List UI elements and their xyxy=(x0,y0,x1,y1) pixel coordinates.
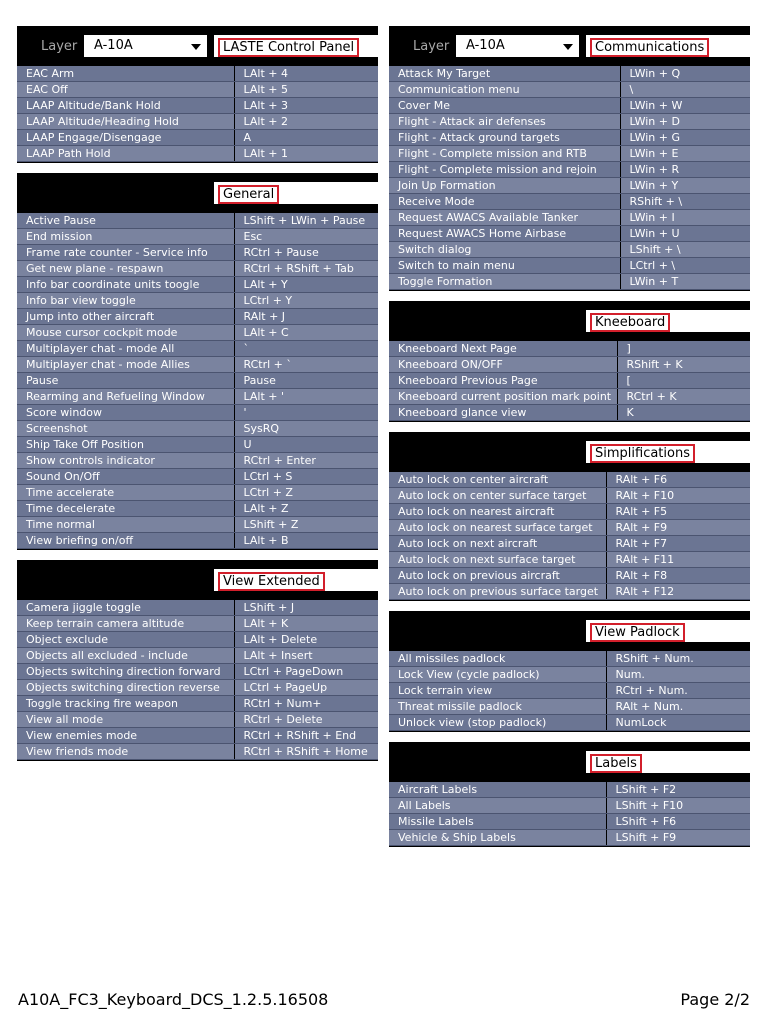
table-row xyxy=(17,501,378,517)
key-cell: RAlt + F5 xyxy=(606,504,750,520)
key-cell: LAlt + ' xyxy=(234,389,378,405)
table-row xyxy=(17,712,378,728)
table-row xyxy=(17,664,378,680)
action-cell: Multiplayer chat - mode All xyxy=(17,341,234,357)
table-row xyxy=(389,274,750,290)
action-cell: Kneeboard Previous Page xyxy=(389,373,617,389)
action-cell: View all mode xyxy=(17,712,234,728)
action-cell: Missile Labels xyxy=(389,814,606,830)
table-row xyxy=(17,469,378,485)
table-row xyxy=(389,130,750,146)
key-cell: RShift + \ xyxy=(620,194,750,210)
key-cell: RCtrl + Delete xyxy=(234,712,378,728)
action-cell: Auto lock on nearest surface target xyxy=(389,520,606,536)
action-cell: Sound On/Off xyxy=(17,469,234,485)
panel-kneeboard xyxy=(389,301,750,422)
table-row xyxy=(389,114,750,130)
key-cell: LAlt + 2 xyxy=(234,114,378,130)
key-cell: LShift + \ xyxy=(620,242,750,258)
action-cell: Lock View (cycle padlock) xyxy=(389,667,606,683)
action-cell: View enemies mode xyxy=(17,728,234,744)
action-cell: Aircraft Labels xyxy=(389,782,606,798)
key-cell: LCtrl + \ xyxy=(620,258,750,274)
panel-title-box xyxy=(586,310,750,332)
key-cell: LWin + E xyxy=(620,146,750,162)
table-row xyxy=(17,453,378,469)
action-cell: Cover Me xyxy=(389,98,620,114)
key-cell: LAlt + 3 xyxy=(234,98,378,114)
key-cell: RAlt + F10 xyxy=(606,488,750,504)
table-row xyxy=(389,715,750,731)
action-cell: Pause xyxy=(17,373,234,389)
action-cell: Auto lock on nearest aircraft xyxy=(389,504,606,520)
panel-title: View Padlock xyxy=(590,623,685,642)
table-row xyxy=(389,258,750,274)
action-cell: Switch to main menu xyxy=(389,258,620,274)
panel-title: View Extended xyxy=(218,572,325,591)
key-cell: Esc xyxy=(234,229,378,245)
key-cell: LAlt + K xyxy=(234,616,378,632)
key-cell: LShift + F2 xyxy=(606,782,750,798)
action-cell: Keep terrain camera altitude xyxy=(17,616,234,632)
shortcut-table xyxy=(389,651,750,731)
table-row xyxy=(389,242,750,258)
chevron-down-icon xyxy=(563,44,573,50)
action-cell: Auto lock on center aircraft xyxy=(389,472,606,488)
shortcut-table xyxy=(17,66,378,162)
action-cell: Frame rate counter - Service info xyxy=(17,245,234,261)
shortcut-table xyxy=(389,782,750,846)
key-cell: RCtrl + RShift + End xyxy=(234,728,378,744)
table-row xyxy=(17,696,378,712)
panel-communications xyxy=(389,26,750,291)
panel-labels xyxy=(389,742,750,847)
action-cell: Toggle Formation xyxy=(389,274,620,290)
layer-dropdown-value: A-10A xyxy=(466,38,505,53)
action-cell: Auto lock on next aircraft xyxy=(389,536,606,552)
action-cell: Objects all excluded - include xyxy=(17,648,234,664)
key-cell: LWin + D xyxy=(620,114,750,130)
key-cell: RCtrl + Num+ xyxy=(234,696,378,712)
key-cell: RCtrl + Pause xyxy=(234,245,378,261)
panel-title-box xyxy=(586,441,750,463)
action-cell: LAAP Path Hold xyxy=(17,146,234,162)
action-cell: Rearming and Refueling Window xyxy=(17,389,234,405)
key-cell: RShift + K xyxy=(617,357,750,373)
action-cell: Get new plane - respawn xyxy=(17,261,234,277)
action-cell: Switch dialog xyxy=(389,242,620,258)
panel-header xyxy=(17,560,378,600)
key-cell: ' xyxy=(234,405,378,421)
key-cell: RAlt + F12 xyxy=(606,584,750,600)
action-cell: Unlock view (stop padlock) xyxy=(389,715,606,731)
key-cell: ] xyxy=(617,341,750,357)
key-cell: LWin + U xyxy=(620,226,750,242)
table-row xyxy=(389,488,750,504)
shortcut-table xyxy=(17,213,378,549)
action-cell: Lock terrain view xyxy=(389,683,606,699)
key-cell: LWin + G xyxy=(620,130,750,146)
key-cell: RCtrl + ` xyxy=(234,357,378,373)
action-cell: Mouse cursor cockpit mode xyxy=(17,325,234,341)
action-cell: EAC Arm xyxy=(17,66,234,82)
table-row xyxy=(17,405,378,421)
action-cell: Join Up Formation xyxy=(389,178,620,194)
panel-header xyxy=(389,432,750,472)
table-row xyxy=(17,533,378,549)
shortcut-table xyxy=(389,472,750,600)
table-row xyxy=(17,373,378,389)
panel-title: Labels xyxy=(590,754,642,773)
table-row xyxy=(389,194,750,210)
table-row xyxy=(17,229,378,245)
panel-header xyxy=(389,742,750,782)
shortcut-table xyxy=(389,66,750,290)
key-cell: A xyxy=(234,130,378,146)
panel-title-box xyxy=(586,35,750,57)
action-cell: Objects switching direction forward xyxy=(17,664,234,680)
table-row xyxy=(17,261,378,277)
action-cell: Jump into other aircraft xyxy=(17,309,234,325)
shortcut-table xyxy=(389,341,750,421)
action-cell: Time normal xyxy=(17,517,234,533)
action-cell: View friends mode xyxy=(17,744,234,760)
action-cell: View briefing on/off xyxy=(17,533,234,549)
table-row xyxy=(17,66,378,82)
key-cell: LCtrl + Y xyxy=(234,293,378,309)
key-cell: RAlt + F7 xyxy=(606,536,750,552)
table-row xyxy=(389,699,750,715)
table-row xyxy=(17,277,378,293)
action-cell: Attack My Target xyxy=(389,66,620,82)
key-cell: LCtrl + S xyxy=(234,469,378,485)
action-cell: Time decelerate xyxy=(17,501,234,517)
action-cell: LAAP Altitude/Bank Hold xyxy=(17,98,234,114)
key-cell: LAlt + 4 xyxy=(234,66,378,82)
key-cell: LAlt + Z xyxy=(234,501,378,517)
table-row xyxy=(389,389,750,405)
table-row xyxy=(389,178,750,194)
table-row xyxy=(17,648,378,664)
panel-title-box xyxy=(586,620,750,642)
panel-simplifications xyxy=(389,432,750,601)
key-cell: \ xyxy=(620,82,750,98)
action-cell: Screenshot xyxy=(17,421,234,437)
action-cell: Toggle tracking fire weapon xyxy=(17,696,234,712)
table-row xyxy=(389,568,750,584)
panel-header xyxy=(17,26,378,66)
table-row xyxy=(389,341,750,357)
key-cell: LCtrl + PageUp xyxy=(234,680,378,696)
panel-title: General xyxy=(218,185,279,204)
table-row xyxy=(17,245,378,261)
left-column xyxy=(17,26,378,771)
table-row xyxy=(17,341,378,357)
action-cell: Auto lock on previous surface target xyxy=(389,584,606,600)
key-cell: Pause xyxy=(234,373,378,389)
key-cell: [ xyxy=(617,373,750,389)
action-cell: Request AWACS Available Tanker xyxy=(389,210,620,226)
table-row xyxy=(17,421,378,437)
key-cell: LWin + I xyxy=(620,210,750,226)
table-row xyxy=(389,667,750,683)
table-row xyxy=(389,357,750,373)
panel-title-box xyxy=(586,751,750,773)
table-row xyxy=(389,520,750,536)
table-row xyxy=(389,798,750,814)
right-column xyxy=(389,26,750,857)
table-row xyxy=(17,130,378,146)
table-row xyxy=(17,114,378,130)
panel-general xyxy=(17,173,378,550)
table-row xyxy=(17,213,378,229)
action-cell: Show controls indicator xyxy=(17,453,234,469)
table-row xyxy=(389,782,750,798)
key-cell: LAlt + B xyxy=(234,533,378,549)
key-cell: SysRQ xyxy=(234,421,378,437)
layer-dropdown-value: A-10A xyxy=(94,38,133,53)
action-cell: Time accelerate xyxy=(17,485,234,501)
key-cell: LAlt + Delete xyxy=(234,632,378,648)
table-row xyxy=(389,162,750,178)
action-cell: Info bar coordinate units toogle xyxy=(17,277,234,293)
panel-laste xyxy=(17,26,378,163)
table-row xyxy=(389,226,750,242)
key-cell: RCtrl + RShift + Tab xyxy=(234,261,378,277)
key-cell: RCtrl + RShift + Home xyxy=(234,744,378,760)
key-cell: RAlt + F11 xyxy=(606,552,750,568)
key-cell: LCtrl + PageDown xyxy=(234,664,378,680)
table-row xyxy=(17,357,378,373)
action-cell: LAAP Engage/Disengage xyxy=(17,130,234,146)
table-row xyxy=(17,437,378,453)
table-row xyxy=(389,472,750,488)
key-cell: RCtrl + Enter xyxy=(234,453,378,469)
table-row xyxy=(17,389,378,405)
action-cell: Kneeboard current position mark point xyxy=(389,389,617,405)
panel-title: Kneeboard xyxy=(590,313,670,332)
layer-label: Layer xyxy=(413,39,450,54)
action-cell: Flight - Complete mission and rejoin xyxy=(389,162,620,178)
key-cell: LShift + J xyxy=(234,600,378,616)
action-cell: Object exclude xyxy=(17,632,234,648)
table-row xyxy=(17,293,378,309)
key-cell: LShift + F9 xyxy=(606,830,750,846)
action-cell: EAC Off xyxy=(17,82,234,98)
table-row xyxy=(389,82,750,98)
action-cell: LAAP Altitude/Heading Hold xyxy=(17,114,234,130)
layer-label: Layer xyxy=(41,39,78,54)
action-cell: Communication menu xyxy=(389,82,620,98)
action-cell: Flight - Attack ground targets xyxy=(389,130,620,146)
action-cell: All missiles padlock xyxy=(389,651,606,667)
panel-view-extended xyxy=(17,560,378,761)
action-cell: Auto lock on center surface target xyxy=(389,488,606,504)
table-row xyxy=(17,82,378,98)
table-row xyxy=(17,744,378,760)
table-row xyxy=(17,632,378,648)
key-cell: LAlt + Insert xyxy=(234,648,378,664)
action-cell: Multiplayer chat - mode Allies xyxy=(17,357,234,373)
table-row xyxy=(389,405,750,421)
action-cell: Threat missile padlock xyxy=(389,699,606,715)
table-row xyxy=(17,616,378,632)
key-cell: LWin + Y xyxy=(620,178,750,194)
panel-header xyxy=(389,26,750,66)
action-cell: Kneeboard ON/OFF xyxy=(389,357,617,373)
table-row xyxy=(389,210,750,226)
key-cell: LAlt + Y xyxy=(234,277,378,293)
key-cell: RAlt + F6 xyxy=(606,472,750,488)
action-cell: Vehicle & Ship Labels xyxy=(389,830,606,846)
key-cell: LWin + R xyxy=(620,162,750,178)
action-cell: Auto lock on next surface target xyxy=(389,552,606,568)
key-cell: LWin + Q xyxy=(620,66,750,82)
key-cell: LShift + F6 xyxy=(606,814,750,830)
key-cell: K xyxy=(617,405,750,421)
key-cell: LWin + T xyxy=(620,274,750,290)
action-cell: Kneeboard glance view xyxy=(389,405,617,421)
table-row xyxy=(389,651,750,667)
key-cell: LShift + Z xyxy=(234,517,378,533)
action-cell: Info bar view toggle xyxy=(17,293,234,309)
action-cell: Receive Mode xyxy=(389,194,620,210)
action-cell: Flight - Attack air defenses xyxy=(389,114,620,130)
key-cell: LAlt + 1 xyxy=(234,146,378,162)
key-cell: LAlt + C xyxy=(234,325,378,341)
key-cell: LCtrl + Z xyxy=(234,485,378,501)
table-row xyxy=(389,830,750,846)
action-cell: Score window xyxy=(17,405,234,421)
key-cell: ` xyxy=(234,341,378,357)
key-cell: LAlt + 5 xyxy=(234,82,378,98)
footer-filename: A10A_FC3_Keyboard_DCS_1.2.5.16508 xyxy=(18,990,329,1009)
key-cell: LShift + F10 xyxy=(606,798,750,814)
table-row xyxy=(17,600,378,616)
key-cell: RAlt + Num. xyxy=(606,699,750,715)
key-cell: Num. xyxy=(606,667,750,683)
panel-title: LASTE Control Panel xyxy=(218,38,359,57)
table-row xyxy=(17,728,378,744)
action-cell: Request AWACS Home Airbase xyxy=(389,226,620,242)
key-cell: RAlt + J xyxy=(234,309,378,325)
table-row xyxy=(389,536,750,552)
table-row xyxy=(389,552,750,568)
panel-title: Simplifications xyxy=(590,444,695,463)
layer-dropdown[interactable] xyxy=(84,35,207,57)
action-cell: Flight - Complete mission and RTB xyxy=(389,146,620,162)
action-cell: Active Pause xyxy=(17,213,234,229)
table-row xyxy=(389,504,750,520)
table-row xyxy=(389,373,750,389)
key-cell: NumLock xyxy=(606,715,750,731)
action-cell: Auto lock on previous aircraft xyxy=(389,568,606,584)
panel-title: Communications xyxy=(590,38,709,57)
table-row xyxy=(17,309,378,325)
key-cell: RCtrl + Num. xyxy=(606,683,750,699)
key-cell: RCtrl + K xyxy=(617,389,750,405)
key-cell: U xyxy=(234,437,378,453)
panel-header xyxy=(389,301,750,341)
key-cell: LWin + W xyxy=(620,98,750,114)
table-row xyxy=(17,146,378,162)
action-cell: End mission xyxy=(17,229,234,245)
layer-dropdown[interactable] xyxy=(456,35,579,57)
panel-view-padlock xyxy=(389,611,750,732)
table-row xyxy=(389,584,750,600)
table-row xyxy=(389,66,750,82)
shortcut-table xyxy=(17,600,378,760)
table-row xyxy=(17,485,378,501)
key-cell: RAlt + F8 xyxy=(606,568,750,584)
table-row xyxy=(389,814,750,830)
action-cell: Objects switching direction reverse xyxy=(17,680,234,696)
panel-header xyxy=(17,173,378,213)
panel-title-box xyxy=(214,35,378,57)
table-row xyxy=(17,325,378,341)
chevron-down-icon xyxy=(191,44,201,50)
key-cell: RShift + Num. xyxy=(606,651,750,667)
table-row xyxy=(389,98,750,114)
action-cell: Kneeboard Next Page xyxy=(389,341,617,357)
footer-page-number: Page 2/2 xyxy=(680,990,750,1009)
table-row xyxy=(17,98,378,114)
panel-title-box xyxy=(214,182,378,204)
action-cell: Camera jiggle toggle xyxy=(17,600,234,616)
panel-title-box xyxy=(214,569,378,591)
action-cell: Ship Take Off Position xyxy=(17,437,234,453)
panel-header xyxy=(389,611,750,651)
key-cell: RAlt + F9 xyxy=(606,520,750,536)
key-cell: LShift + LWin + Pause xyxy=(234,213,378,229)
table-row xyxy=(389,146,750,162)
table-row xyxy=(389,683,750,699)
table-row xyxy=(17,680,378,696)
table-row xyxy=(17,517,378,533)
action-cell: All Labels xyxy=(389,798,606,814)
